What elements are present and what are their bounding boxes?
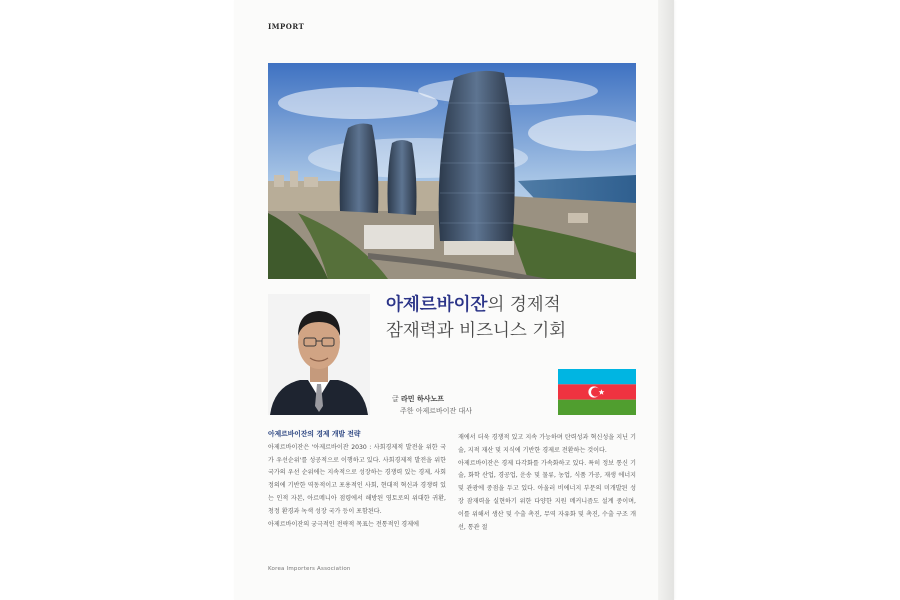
flag-illustration [558, 369, 636, 415]
flame-towers-illustration [268, 63, 636, 279]
byline [392, 394, 473, 415]
title-line1-rest: 의 경제적 [487, 295, 561, 315]
section-tag: IMPORT [268, 22, 305, 31]
article-title [386, 292, 656, 344]
title-line2: 잠재력과 비즈니스 기회 [386, 321, 567, 341]
hero-photo [268, 63, 636, 279]
section-heading: 아제르바이잔의 경제 개발 전략 [268, 430, 361, 438]
page-footer: Korea Importers Association [268, 566, 351, 572]
left-column [268, 428, 446, 531]
title-accent: 아제르바이잔 [386, 295, 488, 315]
byline-prefix: 글 [392, 395, 399, 403]
left-paragraph-1: 아제르바이잔은 '아제르바이잔 2030 : 사회경제적 발전을 위한 국가 우선순위'를 성공적으로 이행하고 있다. 사회경제적 발전을 위한 국가의 우선 순위에는 지속적으로 성장하는 경쟁력 있는 경제, 사회 정의에 기반한 역동적이고 포용적인 사회, 현대적 혁신과 경쟁력 있는 인적 자본, 아르메니아 점령에서 해방된 영토로의 위대한 귀환, 청정 환경과 녹색 성장 국가 등이 포함된다. [268, 443, 446, 515]
left-paragraph-2: 아제르바이잔의 궁극적인 전략적 목표는 전통적인 경제에 [268, 520, 419, 528]
author-name: 라민 하사노프 [401, 395, 445, 403]
ambassador-portrait-illustration [268, 294, 370, 415]
author-role: 주한 아제르바이잔 대사 [400, 407, 473, 415]
right-paragraph-1: 재에서 더욱 경쟁적 있고 지속 가능하며 탄력성과 혁신성을 지닌 기술, 지적 재산 및 지식에 기반한 경제로 전환하는 것이다. [458, 434, 636, 454]
author-portrait [268, 294, 370, 415]
azerbaijan-flag [558, 369, 636, 415]
right-column [458, 432, 636, 534]
right-paragraph-2: 아제르바이잔은 경제 다각화를 가속화하고 있다. 특히 정보 통신 기술, 화학 산업, 경공업, 운송 및 물류, 농업, 식품 가공, 재생 에너지 및 관광에 중점을 두고 있다. 아울러 비에너지 부문의 미개발된 성장 잠재력을 실현하기 위한 다양한 지원 메커니즘도 설계 중이며, 이를 위해서 생산 및 수출 촉진, 무역 자유화 및 촉진, 수출 구조 개선, 통관 절 [458, 459, 636, 531]
page-edge [658, 0, 674, 600]
